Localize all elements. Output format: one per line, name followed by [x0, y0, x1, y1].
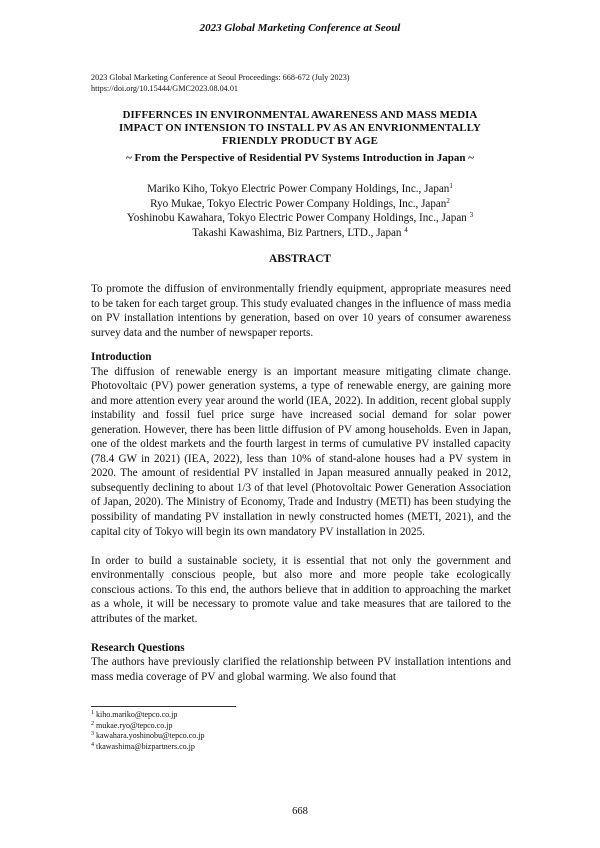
- introduction-heading: Introduction: [91, 351, 152, 363]
- research-questions-paragraph-1: The authors have previously clarified the relationship between PV installation intentions and mass media coverage of PV and global warming. We also found that: [91, 656, 511, 683]
- footnote-divider: [91, 706, 236, 707]
- author-1-footnote-mark: 1: [449, 182, 453, 190]
- footnote-3-mark: 3: [91, 731, 94, 737]
- author-3-text: Yoshinobu Kawahara, Tokyo Electric Power Company Holdings, Inc., Japan: [126, 212, 470, 224]
- author-2-text: Ryo Mukae, Tokyo Electric Power Company Holdings, Inc., Japan: [150, 197, 447, 210]
- footnote-3: [91, 731, 204, 742]
- author-4-text: Takashi Kawashima, Biz Partners, LTD., Japan: [192, 226, 405, 239]
- page-number: 668: [292, 806, 308, 817]
- footnote-3-email: kawahara.yoshinobu@tepco.co.jp: [94, 731, 205, 740]
- author-2-footnote-mark: 2: [446, 196, 450, 205]
- author-2: [60, 197, 540, 212]
- title-line-1: DIFFERNCES IN ENVIRONMENTAL AWARENESS AND MASS MEDIA: [122, 109, 478, 121]
- author-3-footnote-mark: 3: [469, 211, 474, 219]
- footnote-1: [91, 710, 204, 721]
- author-4-footnote-mark: 4: [404, 225, 408, 234]
- research-questions-heading: Research Questions: [91, 641, 185, 654]
- author-list: [60, 182, 540, 240]
- footnote-4-mark: 4: [91, 741, 94, 748]
- abstract-paragraph: To promote the diffusion of environmentally friendly equipment, appropriate measures need to be taken for each target group. This study evaluated changes in the influence of mass media on PV installation intentions by generation, based on over 10 years of consumer awareness survey data and the number of newspaper reports.: [91, 283, 512, 339]
- title-line-3: FRIENDLY PRODUCT BY AGE: [222, 135, 378, 147]
- footnotes: [91, 710, 204, 752]
- title-line-2: IMPACT ON INTENSION TO INSTALL PV AS AN ENVRIONMENTALLY: [119, 122, 481, 134]
- author-4: [60, 226, 540, 241]
- introduction-paragraph-2: In order to build a sustainable society, it is essential that not only the government and environmentally conscious people, but also more and more people take ecologically conscious actions. To this end, the authors believe that in addition to approaching the market as a whole, it will be necessary to promote value and take measures that are tailored to the attributes of the market.: [91, 554, 511, 625]
- author-1: [60, 182, 540, 197]
- footnote-1-email: kiho.mariko@tepco.co.jp: [94, 710, 178, 719]
- footnote-2: [91, 721, 204, 732]
- footnote-4-email: tkawashima@bizpartners.co.jp: [94, 741, 195, 751]
- citation-doi: https://doi.org/10.15444/GMC2023.08.04.01: [91, 83, 239, 93]
- introduction-paragraph-1: The diffusion of renewable energy is an important measure mitigating climate change. Photovoltaic (PV) power generation systems, a type of renewable energy, are gaining more and more attention every year around the world (IEA, 2022). In addition, recent global supply instability and fossil fuel price surge have increased social demand for solar power generation. However, there has been little diffusion of PV among households. Even in Japan, one of the oldest markets and the fourth largest in terms of cumulative PV installed capacity (78.4 GW in 2021) (IEA, 2022), less than 10% of stand-alone houses had a PV system in 2020. The amount of residential PV installed in Japan measured annually peaked in 2012, subsequently declining to about 1/3 of that level (Photovoltaic Power Generation Association of Japan, 2020). The Ministry of Economy, Trade and Industry (METI) has been studying the possibility of mandating PV installation in newly constructed homes (METI, 2021), and the capital city of Tokyo will begin its own mandatory PV installation in 2025.: [91, 365, 511, 538]
- footnote-4: [91, 742, 204, 753]
- author-1-text: Mariko Kiho, Tokyo Electric Power Company Holdings, Inc., Japan: [147, 183, 450, 195]
- running-header: 2023 Global Marketing Conference at Seoul: [199, 22, 401, 34]
- footnote-2-email: mukae.ryo@tepco.co.jp: [94, 720, 173, 730]
- abstract-text: [91, 282, 511, 340]
- citation: [91, 73, 350, 94]
- abstract-heading: ABSTRACT: [268, 253, 332, 265]
- footnote-1-mark: 1: [91, 710, 94, 716]
- footnote-2-mark: 2: [91, 720, 94, 727]
- introduction-section: [91, 350, 511, 684]
- citation-proceedings: 2023 Global Marketing Conference at Seoul Proceedings: 668-672 (July 2023): [91, 73, 350, 82]
- paper-title: [80, 109, 520, 148]
- paper-subtitle: ~ From the Perspective of Residential PV Systems Introduction in Japan ~: [126, 152, 474, 164]
- author-3: [60, 211, 540, 226]
